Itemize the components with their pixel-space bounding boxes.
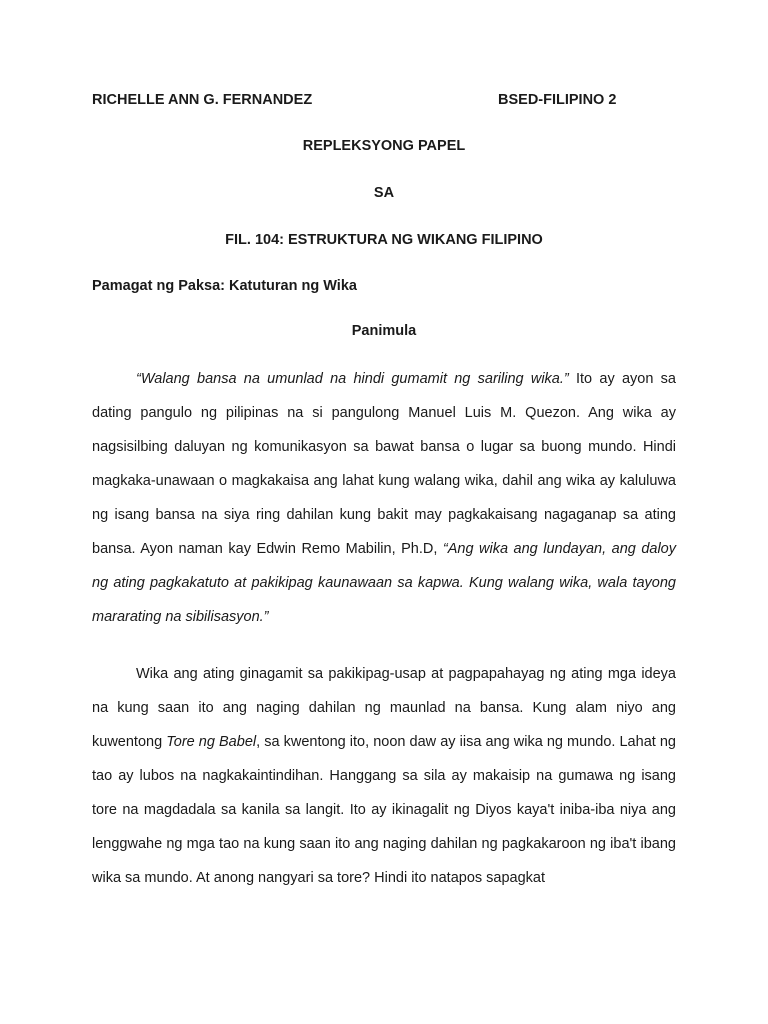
paragraph-text: Wika ang ating ginagamit sa pakikipag-usap at pagpapahayag ng ating mga ideya na kung saan ito ang naging dahilan ng maunlad na bansa. Kung alam niyo ang kuwentong xyxy=(92,666,676,750)
quezon-quote: “Walang bansa na umunlad na hindi gumamit ng sariling wika.” xyxy=(136,371,569,387)
story-title: Tore ng Babel xyxy=(166,734,257,750)
course-label: BSED-FILIPINO 2 xyxy=(498,92,617,108)
author-name: RICHELLE ANN G. FERNANDEZ xyxy=(92,92,313,108)
topic-title: Pamagat ng Paksa: Katuturan ng Wika xyxy=(92,278,357,294)
author-header xyxy=(92,92,676,112)
paragraph-introduction xyxy=(92,362,676,634)
document-title: REPLEKSYONG PAPEL xyxy=(302,138,466,154)
course-title: FIL. 104: ESTRUKTURA NG WIKANG FILIPINO xyxy=(225,232,543,248)
mabilin-quote: “Ang wika ang lundayan, ang daloy ng ating pagkakatuto at pakikipag kaunawaan sa kapwa. Kung walang wika, wala tayong mararating na sibilisasyon.” xyxy=(92,541,676,625)
document-title-connector: SA xyxy=(373,185,395,201)
section-heading: Panimula xyxy=(351,323,417,339)
paragraph-text: , sa kwentong ito, noon daw ay iisa ang wika ng mundo. Lahat ng tao ay lubos na nagkakaintindihan. Hanggang sa sila ay makaisip na gumawa ng isang tore na magdadala sa kanila sa langit. Ito ay ikinagalit ng Diyos kaya't iniba-iba niya ang lenggwahe ng mga tao na kung saan ito ang naging dahilan ng pagkakaroon ng iba't ibang wika sa mundo. At anong nangyari sa tore? Hindi ito natapos sapagkat xyxy=(92,734,676,886)
paragraph-text: Ito ay ayon sa dating pangulo ng pilipinas na si pangulong Manuel Luis M. Quezon. Ang wika ay nagsisilbing daluyan ng komunikasyon sa bawat bansa o lugar sa buong mundo. Hindi magkaka-unawaan o magkakaisa ang lahat kung walang wika, dahil ang wika ay kaluluwa ng isang bansa na siya ring dahilan kung bakit may pagkakaisang nagaganap sa ating bansa. Ayon naman kay Edwin Remo Mabilin, Ph.D, xyxy=(92,371,676,557)
paragraph-tore-ng-babel xyxy=(92,657,676,895)
